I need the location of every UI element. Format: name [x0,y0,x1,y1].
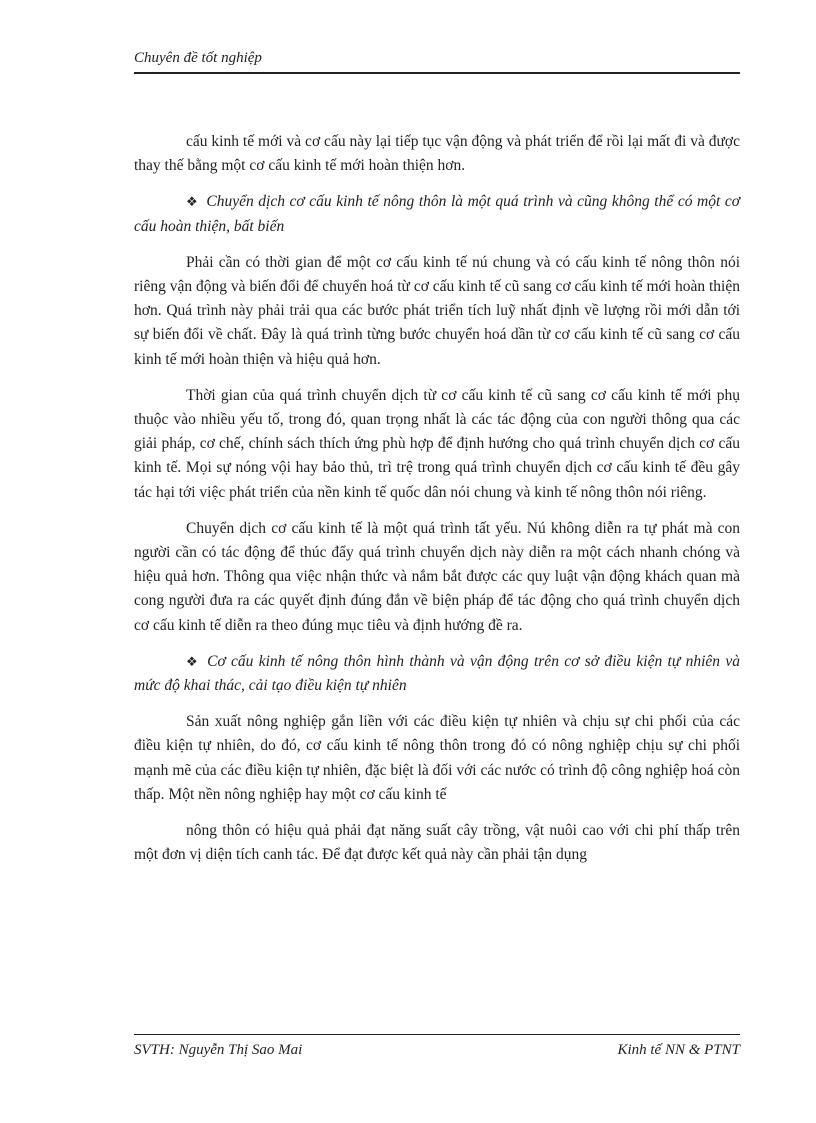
footer-author: SVTH: Nguyễn Thị Sao Mai [134,1042,303,1058]
paragraph-3: Thời gian của quá trình chuyển dịch từ cơ cấu kinh tế cũ sang cơ cấu kinh tế mới phụ thuộc vào nhiều yếu tố, trong đó, quan trọng nhất là các tác động của con người thông qua các giải pháp, cơ chế, chính sách thích ứng phù hợp để định hướng cho quá trình chuyển dịch cơ cấu kinh tế. Mọi sự nóng vội hay bảo thủ, trì trệ trong quá trình chuyển dịch cơ cấu kinh tế đều gây tác hại tới việc phát triển của nền kinh tế quốc dân nói chung và kinh tế nông thôn nói riêng. [134,386,740,501]
paragraph-1: cấu kinh tế mới và cơ cấu này lại tiếp tục vận động và phát triển để rồi lại mất đi và được thay thế bằng một cơ cấu kinh tế mới hoàn thiện hơn. [134,133,740,175]
page-header: Chuyên đề tốt nghiệp [134,50,262,66]
bullet-heading-2 [134,650,740,698]
bullet-heading-1 [134,190,740,238]
header-divider [134,72,740,74]
paragraph-5: Sản xuất nông nghiệp gắn liền với các điều kiện tự nhiên và chịu sự chi phối của các điều kiện tự nhiên, do đó, cơ cấu kinh tế nông thôn trong đó có nông nghiệp chịu sự chi phối mạnh mẽ của các điều kiện tự nhiên, đặc biệt là đối với các nước có trình độ công nghiệp hoá còn thấp. Một nền nông nghiệp hay một cơ cấu kinh tế [134,713,740,803]
bullet-heading-1-text: Chuyển dịch cơ cấu kinh tế nông thôn là một quá trình và cũng không thể có một cơ cấu hoàn thiện, bất biến [134,193,740,235]
diamond-bullet-icon: ❖ [186,194,199,210]
paragraph-2: Phải cần có thời gian để một cơ cấu kinh tế nú chung và có cấu kinh tế nông thôn nói riêng vận động và biến đổi để chuyển hoá từ cơ cấu kinh tế cũ sang cơ cấu kinh tế mới hoàn thiện hơn. Quá trình này phải trải qua các bước phát triển tích luỹ nhất định về lượng rồi mới dẫn tới sự biến đổi về chất. Đây là quá trình từng bước chuyển hoá dần từ cơ cấu kinh tế cũ sang cơ cấu kinh tế mới hoàn thiện và hiệu quả hơn. [134,253,740,368]
page-footer [134,1040,740,1060]
diamond-bullet-icon: ❖ [186,653,200,669]
bullet-heading-2-text: Cơ cấu kinh tế nông thôn hình thành và vận động trên cơ sở điều kiện tự nhiên và mức độ khai thác, cải tạo điều kiện tự nhiên [134,652,740,695]
footer-divider [134,1034,740,1035]
footer-department: Kinh tế NN & PTNT [617,1042,740,1058]
paragraph-6: nông thôn có hiệu quả phải đạt năng suất cây trồng, vật nuôi cao với chi phí thấp trên một đơn vị diện tích canh tác. Để đạt được kết quả này cần phải tận dụng [134,822,740,864]
paragraph-4: Chuyển dịch cơ cấu kinh tế là một quá trình tất yếu. Nú không diễn ra tự phát mà con người cần có tác động để thúc đẩy quá trình chuyển dịch này diễn ra một cách nhanh chóng và hiệu quả hơn. Thông qua việc nhận thức và nắm bắt được các quy luật vận động khách quan mà cong người đưa ra các quyết định đúng đắn về biện pháp để tác động cho quá trình chuyển dịch cơ cấu kinh tế diễn ra theo đúng mục tiêu và định hướng đề ra. [134,519,740,634]
document-body [134,130,740,879]
